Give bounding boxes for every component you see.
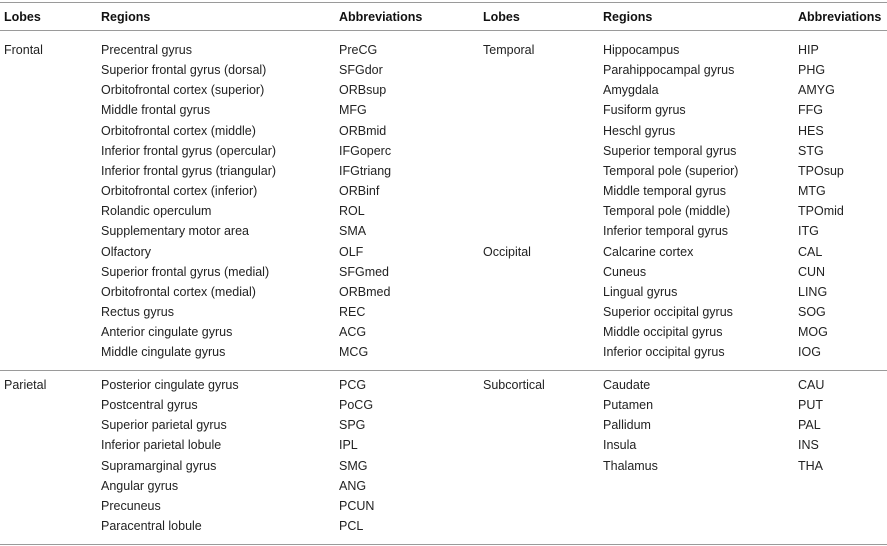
column-header: Lobes: [483, 10, 520, 24]
region-abbreviation: ACG: [339, 325, 367, 340]
region-abbreviation: IOG: [798, 345, 821, 360]
region-abbreviation: ORBmed: [339, 284, 391, 299]
region-name: Caudate: [603, 378, 651, 392]
region-abbreviation: SMG: [339, 458, 368, 473]
region-name: Olfactory: [101, 244, 152, 259]
lobe-label: Parietal: [4, 378, 47, 392]
region-name: Posterior cingulate gyrus: [101, 378, 239, 392]
region-name: Rectus gyrus: [101, 304, 174, 319]
region-name: Orbitofrontal cortex (inferior): [101, 184, 258, 199]
column-header: Lobes: [4, 10, 41, 24]
column-header: Regions: [603, 10, 653, 24]
region-name: Temporal pole (middle): [603, 204, 731, 219]
region-abbreviation: CAL: [798, 244, 823, 259]
region-abbreviation: ITG: [798, 224, 819, 239]
region-name: Rolandic operculum: [101, 204, 212, 219]
region-name: Thalamus: [603, 458, 658, 473]
region-name: Putamen: [603, 398, 654, 413]
region-abbreviation: CUN: [798, 264, 826, 279]
region-abbreviation: SMA: [339, 224, 367, 239]
region-abbreviation: MOG: [798, 325, 828, 340]
region-abbreviation: LING: [798, 284, 828, 299]
region-name: Hippocampus: [603, 43, 680, 57]
region-name: Cuneus: [603, 264, 647, 279]
region-name: Inferior temporal gyrus: [603, 224, 729, 239]
region-name: Insula: [603, 438, 637, 453]
region-name: Lingual gyrus: [603, 284, 678, 299]
region-abbreviation: PCUN: [339, 498, 375, 513]
region-name: Inferior frontal gyrus (opercular): [101, 143, 277, 158]
region-abbreviation: PoCG: [339, 398, 374, 413]
region-abbreviation: SFGdor: [339, 63, 383, 78]
region-abbreviation: TPOsup: [798, 163, 844, 178]
region-name: Supramarginal gyrus: [101, 458, 217, 473]
region-name: Middle occipital gyrus: [603, 325, 723, 340]
region-name: Middle temporal gyrus: [603, 184, 726, 199]
region-abbreviation: SOG: [798, 304, 826, 319]
region-name: Superior frontal gyrus (medial): [101, 264, 270, 279]
region-name: Supplementary motor area: [101, 224, 249, 239]
region-abbreviation: PAL: [798, 418, 821, 433]
region-name: Pallidum: [603, 418, 651, 433]
region-abbreviation: SFGmed: [339, 264, 390, 279]
region-abbreviation: ORBsup: [339, 83, 387, 98]
column-header: Regions: [101, 10, 151, 24]
region-abbreviation: IPL: [339, 438, 358, 453]
column-header: Abbreviations: [798, 10, 882, 24]
region-abbreviation: IFGoperc: [339, 143, 392, 158]
region-abbreviation: PCG: [339, 378, 367, 392]
region-abbreviation: IFGtriang: [339, 163, 392, 178]
region-abbreviation: MFG: [339, 103, 367, 118]
region-name: Calcarine cortex: [603, 244, 694, 259]
region-name: Precuneus: [101, 498, 161, 513]
region-name: Superior occipital gyrus: [603, 304, 733, 319]
region-abbreviation: PreCG: [339, 43, 378, 57]
region-abbreviation: REC: [339, 304, 366, 319]
region-abbreviation: PHG: [798, 63, 826, 78]
region-abbreviation: STG: [798, 143, 824, 158]
region-name: Fusiform gyrus: [603, 103, 686, 118]
region-name: Angular gyrus: [101, 478, 179, 493]
region-name: Temporal pole (superior): [603, 163, 739, 178]
region-name: Heschl gyrus: [603, 123, 676, 138]
region-name: Inferior frontal gyrus (triangular): [101, 163, 277, 178]
region-name: Superior temporal gyrus: [603, 143, 737, 158]
table-top-rule: [0, 2, 887, 3]
region-name: Superior frontal gyrus (dorsal): [101, 63, 267, 78]
region-abbreviation: ORBinf: [339, 184, 380, 199]
header-rule: [0, 30, 887, 31]
region-abbreviation: HIP: [798, 43, 819, 57]
region-name: Paracentral lobule: [101, 519, 202, 534]
region-name: Orbitofrontal cortex (middle): [101, 123, 256, 138]
region-name: Inferior occipital gyrus: [603, 345, 725, 360]
region-abbreviation: PCL: [339, 519, 364, 534]
region-abbreviation: HES: [798, 123, 824, 138]
column-header: Abbreviations: [339, 10, 423, 24]
region-abbreviation: ORBmid: [339, 123, 387, 138]
region-abbreviation: THA: [798, 458, 823, 473]
lobe-label: Subcortical: [483, 378, 545, 392]
region-abbreviation: SPG: [339, 418, 366, 433]
region-abbreviation: ROL: [339, 204, 365, 219]
region-abbreviation: MTG: [798, 184, 826, 199]
region-name: Parahippocampal gyrus: [603, 63, 735, 78]
region-abbreviation: OLF: [339, 244, 364, 259]
region-abbreviation: AMYG: [798, 83, 835, 98]
region-name: Inferior parietal lobule: [101, 438, 222, 453]
region-abbreviation: FFG: [798, 103, 823, 118]
region-abbreviation: INS: [798, 438, 819, 453]
region-abbreviation: MCG: [339, 345, 369, 360]
region-abbreviation: TPOmid: [798, 204, 844, 219]
region-name: Orbitofrontal cortex (medial): [101, 284, 256, 299]
region-name: Anterior cingulate gyrus: [101, 325, 233, 340]
region-name: Orbitofrontal cortex (superior): [101, 83, 265, 98]
region-name: Postcentral gyrus: [101, 398, 198, 413]
region-name: Middle frontal gyrus: [101, 103, 211, 118]
region-abbreviation: CAU: [798, 378, 825, 392]
lobe-label: Temporal: [483, 43, 535, 57]
region-name: Middle cingulate gyrus: [101, 345, 226, 360]
table-bottom-rule: [0, 544, 887, 545]
region-name: Precentral gyrus: [101, 43, 193, 57]
region-name: Superior parietal gyrus: [101, 418, 227, 433]
lobe-label: Frontal: [4, 43, 43, 57]
region-abbreviation: PUT: [798, 398, 823, 413]
region-name: Amygdala: [603, 83, 659, 98]
section-divider: [0, 370, 887, 371]
lobe-label: Occipital: [483, 244, 531, 259]
region-abbreviation: ANG: [339, 478, 367, 493]
